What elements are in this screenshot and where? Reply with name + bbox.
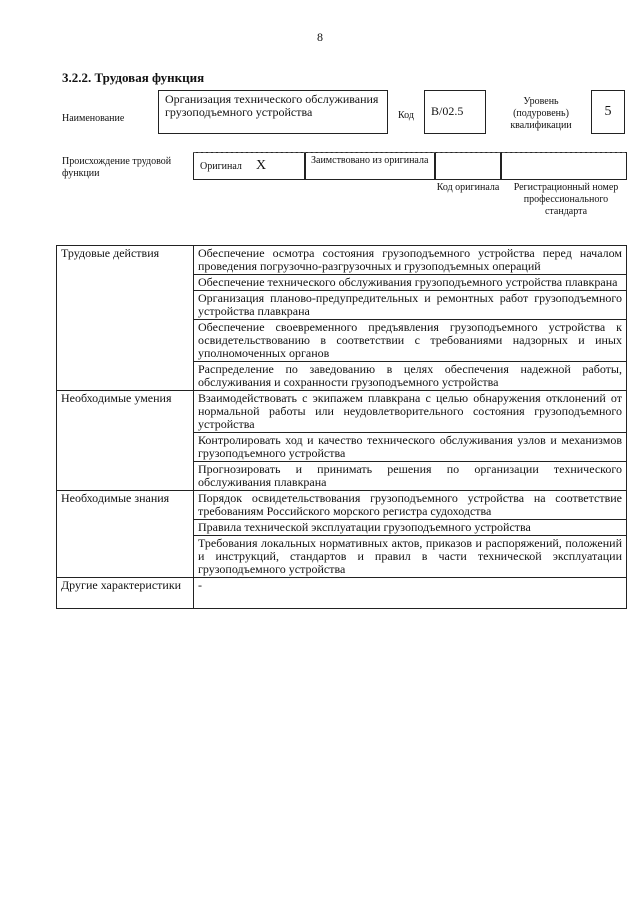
knowledge-item: Правила технической эксплуатации грузоподъемного устройства (194, 520, 627, 536)
original-label: Оригинал (200, 161, 242, 172)
other-label: Другие характеристики (57, 578, 194, 609)
other-value: - (194, 578, 627, 609)
table-row (57, 491, 627, 520)
function-name-box (158, 90, 388, 134)
section-title: 3.2.2. Трудовая функция (62, 70, 205, 85)
level-label: Уровень (подуровень) квалификации (510, 96, 572, 131)
borrowed-box (305, 152, 435, 180)
level-box (591, 90, 625, 134)
code-box (424, 90, 486, 134)
origin-dotted-line (193, 152, 625, 153)
borrowed-label: Заимствовано из оригинала (311, 155, 429, 166)
table-row (57, 391, 627, 433)
original-mark: X (256, 158, 267, 173)
page-number: 8 (317, 30, 323, 44)
labor-actions-label: Трудовые действия (57, 246, 194, 391)
skill-item: Прогнозировать и принимать решения по организации технического обслуживания плавкрана (194, 462, 627, 491)
knowledge-item: Порядок освидетельствования грузоподъемного устройства на соответствие требованиям Российского морского регистра судоходства (194, 491, 627, 520)
code-value: B/02.5 (431, 104, 464, 118)
labor-action-item: Обеспечение технического обслуживания грузоподъемного устройства плавкрана (194, 275, 627, 291)
name-label: Наименование (62, 113, 125, 124)
skills-label: Необходимые умения (57, 391, 194, 491)
skill-item: Контролировать ход и качество технического обслуживания узлов и механизмов грузоподъемного устройства (194, 433, 627, 462)
labor-action-item: Организация планово-предупредительных и ремонтных работ грузоподъемного устройства плавкрана (194, 291, 627, 320)
function-table (56, 245, 627, 609)
original-code-box (435, 152, 501, 180)
level-value: 5 (604, 104, 612, 119)
origin-label: Происхождение трудовой функции (62, 156, 172, 179)
table-row (57, 246, 627, 275)
code-label: Код (398, 110, 414, 121)
original-box (193, 152, 305, 180)
knowledge-item: Требования локальных нормативных актов, приказов и распоряжений, положений и инструкций, стандартов и правил в части технической эксплуатации грузоподъемного устройства (194, 536, 627, 578)
reg-number-box (501, 152, 627, 180)
reg-number-caption: Регистрационный номер профессионального стандарта (513, 182, 619, 217)
skill-item: Взаимодействовать с экипажем плавкрана с целью обнаружения отклонений от нормальной работы или неудовлетворительного состояния грузоподъемного устройства (194, 391, 627, 433)
table-row (57, 578, 627, 609)
labor-action-item: Обеспечение осмотра состояния грузоподъемного устройства перед началом проведения погрузочно-разгрузочных и грузоподъемных операций (194, 246, 627, 275)
labor-action-item: Распределение по заведованию в целях обеспечения надежной работы, обслуживания и сохранности грузоподъемного устройства (194, 362, 627, 391)
labor-action-item: Обеспечение своевременного предъявления грузоподъемного устройства к освидетельствованию в соответствии с требованиями надзорных и иных уполномоченных органов (194, 320, 627, 362)
original-code-caption: Код оригинала (436, 182, 500, 193)
function-name-value: Организация технического обслуживания грузоподъемного устройства (165, 92, 379, 119)
knowledge-label: Необходимые знания (57, 491, 194, 578)
